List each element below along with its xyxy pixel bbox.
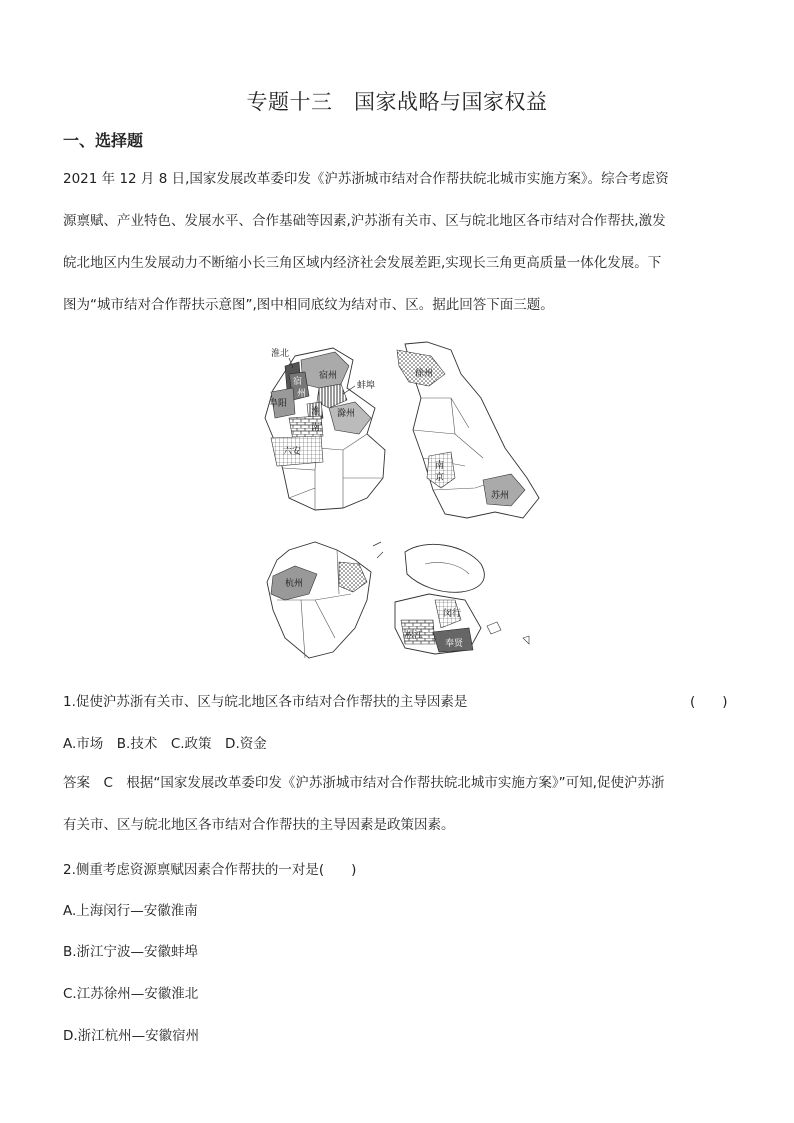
map-label-suzhou-ah: 宿州 (319, 371, 338, 381)
map-label-huai: 淮 (311, 407, 321, 417)
question-2-option-c: C.江苏徐州—安徽淮北 (63, 986, 199, 1002)
jiangsu-map (397, 342, 539, 518)
map-label-hangzhou: 杭州 (285, 579, 304, 589)
map-label-nan: 南 (311, 423, 321, 433)
map-label-songjiang: 松江 (405, 631, 424, 641)
intro-line: 源禀赋、产业特色、发展水平、合作基础等因素,沪苏浙有关市、区与皖北地区各市结对合作帮扶,激发 (63, 213, 666, 229)
map-label-huaibei: 淮北 (271, 349, 290, 359)
question-1-answer-blank: ( ) (690, 694, 728, 710)
intro-paragraph (63, 158, 728, 326)
pairing-map-figure (255, 338, 545, 678)
answer-line: 答案 C 根据“国家发展改革委印发《沪苏浙城市结对合作帮扶皖北城市实施方案》”可知,促使沪苏浙 (63, 775, 665, 791)
map-label-xuzhou: 徐州 (415, 369, 434, 379)
question-1-answer (63, 762, 728, 846)
shanghai-map (395, 544, 529, 654)
map-label-suzhou-js: 苏州 (491, 491, 510, 501)
map-label-fengxian: 奉贤 (445, 639, 464, 649)
map-label-jing: 京 (435, 473, 445, 483)
intro-line: 图为“城市结对合作帮扶示意图”,图中相同底纹为结对市、区。据此回答下面三题。 (63, 297, 554, 313)
zhejiang-map (267, 542, 383, 658)
map-label-chuzhou: 滁州 (337, 409, 356, 419)
map-label-luan: 六安 (283, 447, 302, 457)
question-2-option-b: B.浙江宁波—安徽蚌埠 (63, 944, 199, 960)
map-label-minhang: 闵行 (443, 609, 462, 619)
question-2-stem: 2.侧重考虑资源禀赋因素合作帮扶的一对是( ) (63, 862, 357, 878)
question-1-options: A.市场 B.技术 C.政策 D.资金 (63, 736, 267, 752)
map-label-su: 宿 (293, 377, 303, 387)
anhui-map (265, 347, 385, 510)
map-label-fuyang: 阜阳 (269, 399, 288, 409)
intro-line: 皖北地区内生发展动力不断缩小长三角区域内经济社会发展差距,实现长三角更高质量一体化发展。下 (63, 255, 662, 271)
question-2-option-a: A.上海闵行—安徽淮南 (63, 903, 198, 919)
map-label-nan-js: 南 (435, 461, 445, 471)
intro-line: 2021 年 12 月 8 日,国家发展改革委印发《沪苏浙城市结对合作帮扶皖北城市实施方案》。综合考虑资 (63, 171, 669, 187)
map-label-bengbu: 蚌埠 (357, 381, 376, 391)
map-label-zhou: 州 (297, 389, 307, 399)
question-2-option-d: D.浙江杭州—安徽宿州 (63, 1028, 200, 1044)
question-1-stem: 1.促使沪苏浙有关市、区与皖北地区各市结对合作帮扶的主导因素是 (63, 694, 468, 710)
section-heading: 一、选择题 (63, 131, 144, 150)
page-title: 专题十三 国家战略与国家权益 (246, 90, 548, 114)
answer-line: 有关市、区与皖北地区各市结对合作帮扶的主导因素是政策因素。 (63, 817, 455, 833)
